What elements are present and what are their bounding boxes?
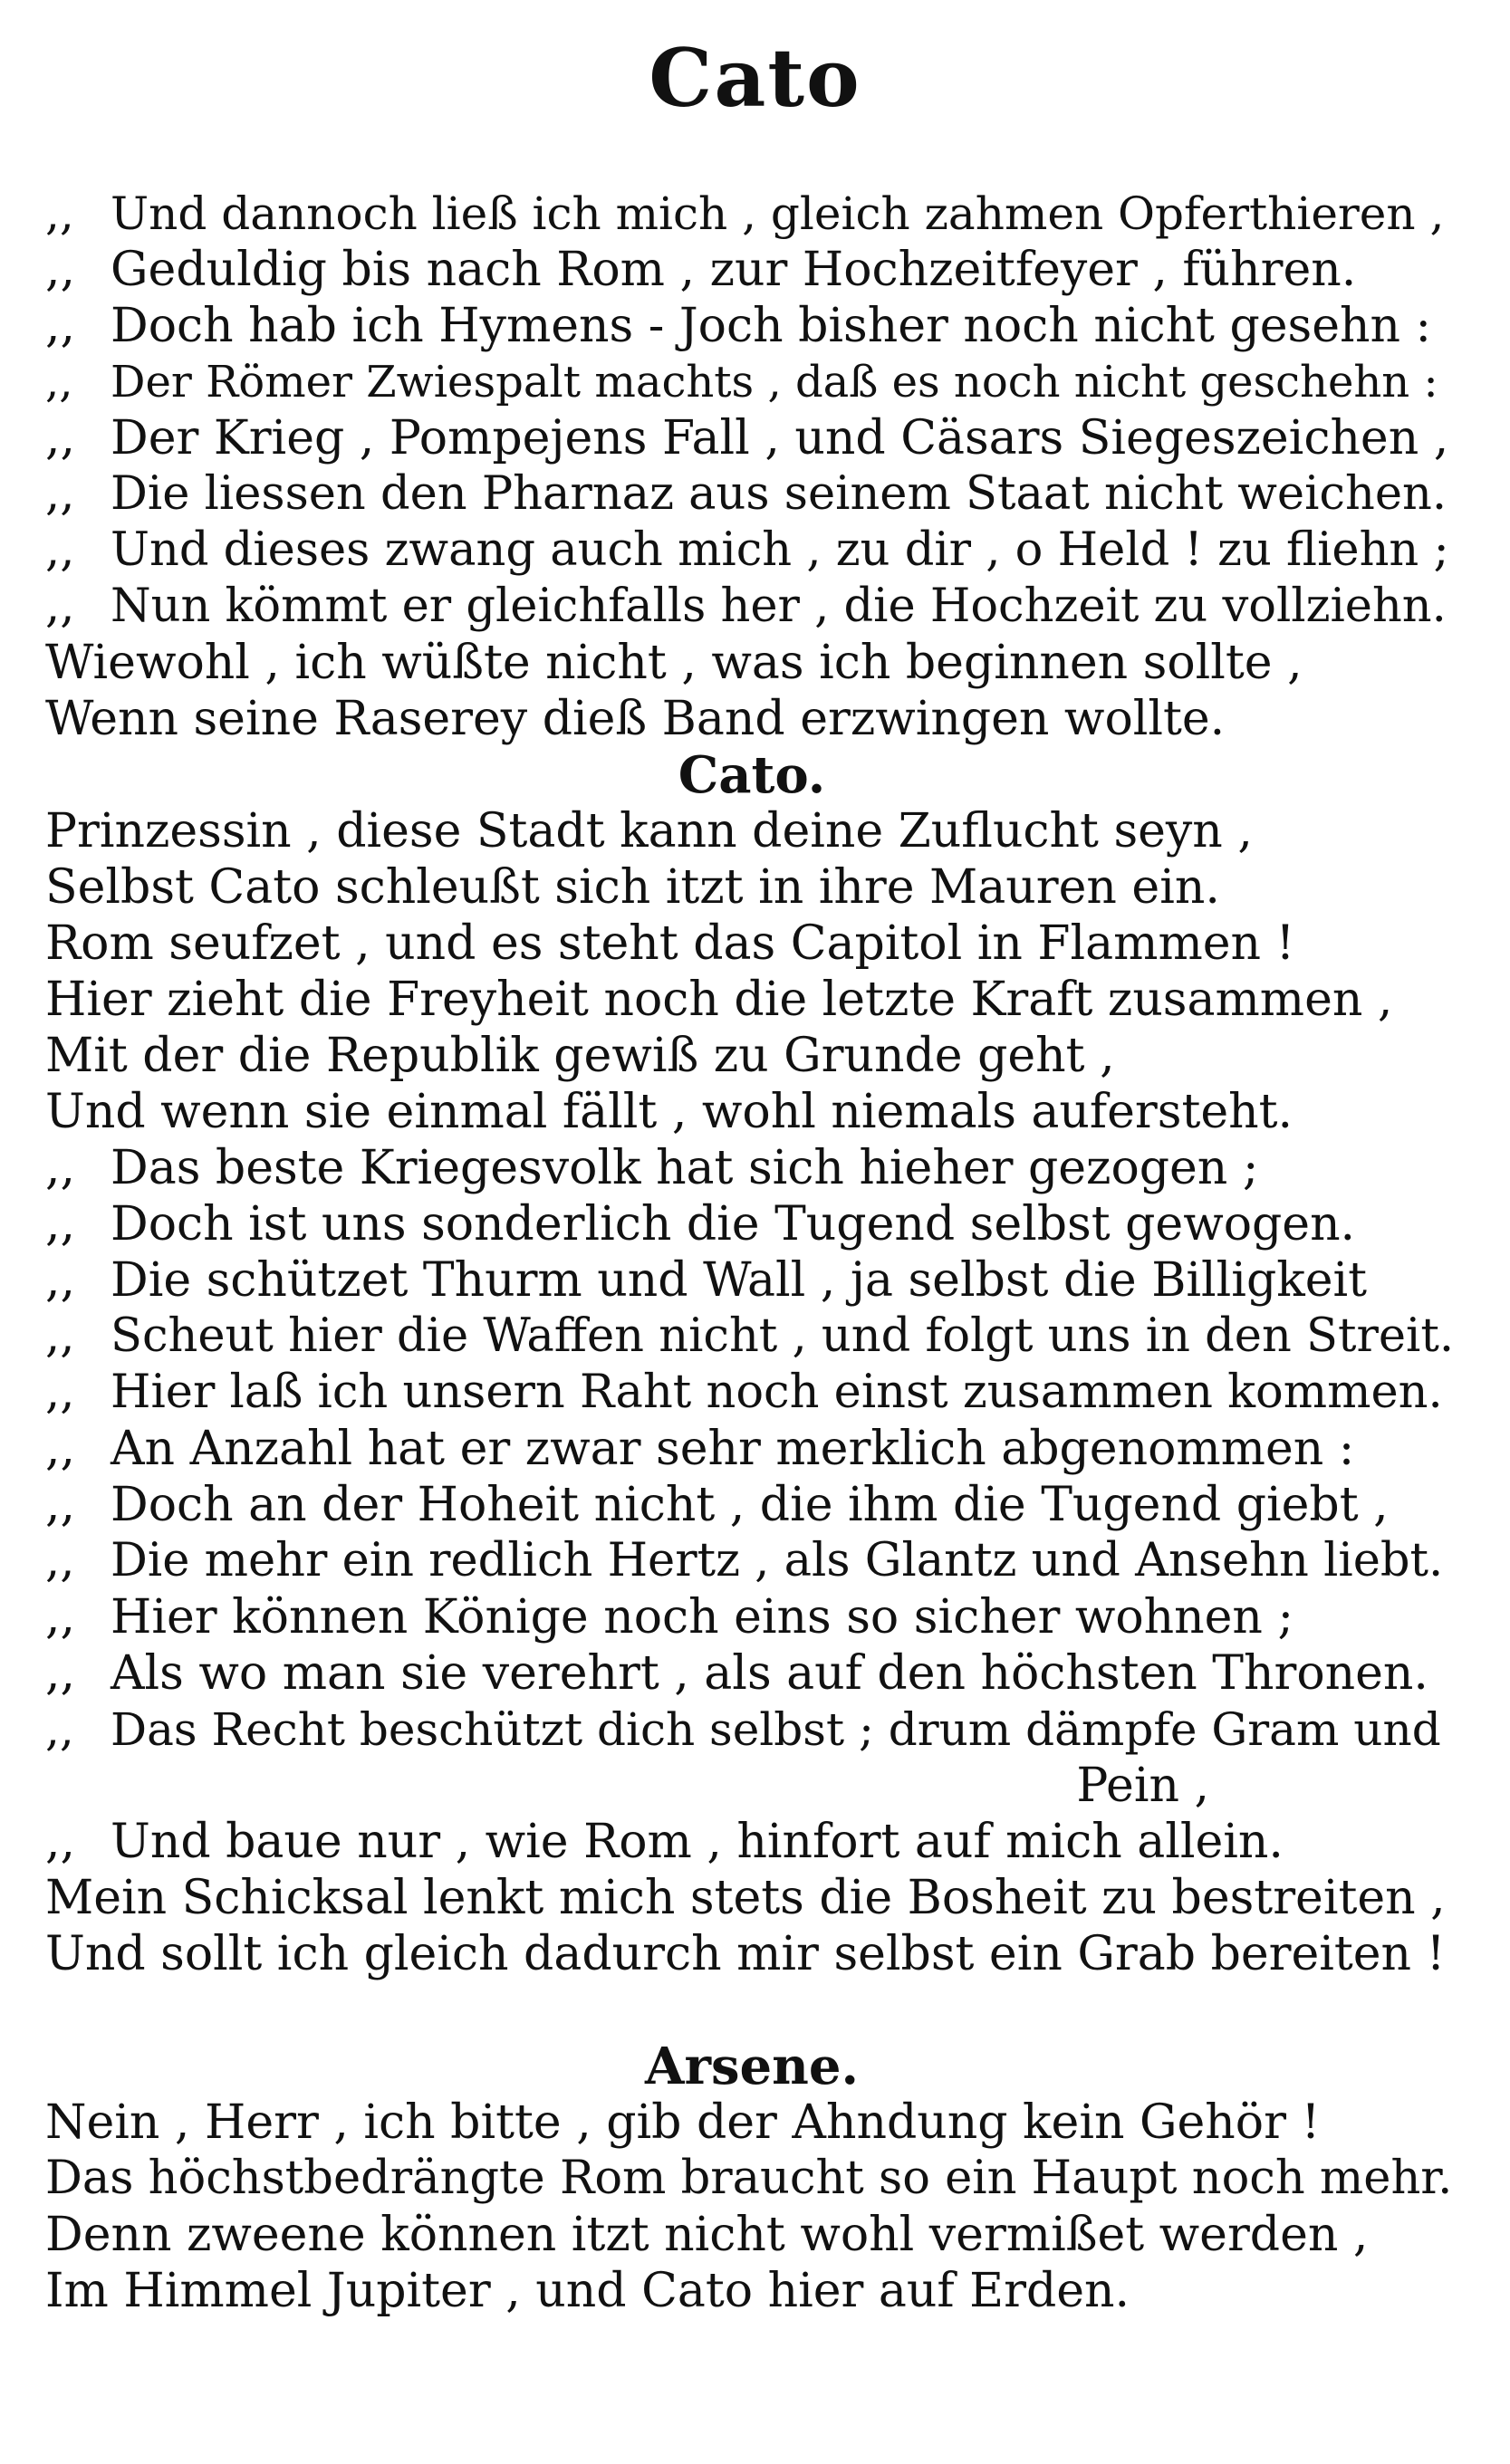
quotation-mark: ,, — [45, 299, 76, 353]
verse-line — [45, 859, 1458, 916]
verse-text: Selbst Cato schleußt sich itzt in ihre Mauren ein. — [45, 860, 1220, 915]
verse-text: Der Römer Zwiespalt machts , daß es noch nicht geschehn : — [111, 357, 1438, 407]
verse-text: Und baue nur , wie Rom , hinfort auf mich allein. — [111, 1815, 1284, 1869]
verse-text: Mein Schicksal lenkt mich stets die Bosheit zu bestreiten , — [45, 1871, 1446, 1925]
verse-line — [45, 410, 1458, 466]
verse-text: Doch ist uns sonderlich die Tugend selbst gewogen. — [111, 1197, 1356, 1251]
verse-line — [45, 242, 1458, 298]
verse-line — [45, 691, 1458, 747]
quotation-mark: ,, — [45, 1366, 75, 1419]
quotation-mark: ,, — [45, 1646, 76, 1701]
verse-text: Mit der die Republik gewiß zu Grunde geht , — [45, 1029, 1115, 1083]
verse-line — [45, 1926, 1458, 1982]
quotation-mark: ,, — [45, 411, 76, 465]
verse-runover: Pein , — [1076, 1759, 1209, 1813]
verse-line — [45, 2207, 1458, 2263]
verse-line — [45, 1196, 1458, 1252]
verse-text: Das Recht beschützt dich selbst ; drum dämpfe Gram und — [111, 1703, 1441, 1756]
verse-text: Doch hab ich Hymens - Joch bisher noch nicht gesehn : — [111, 299, 1432, 353]
speaker-name: Cato. — [678, 745, 826, 805]
verse-text: Und dieses zwang auch mich , zu dir , o Held ! zu fliehn ; — [111, 523, 1449, 577]
quotation-mark: ,, — [45, 1141, 76, 1195]
verse-line — [45, 523, 1458, 579]
verse-line — [45, 1084, 1458, 1140]
verse-line — [45, 1645, 1458, 1702]
verse-text: Scheut hier die Waffen nicht , und folgt uns in den Streit. — [111, 1309, 1455, 1363]
quotation-mark: ,, — [45, 1478, 76, 1532]
verse-line — [45, 1140, 1458, 1196]
verse-text: Das höchstbedrängte Rom braucht so ein Haupt noch mehr. — [45, 2152, 1453, 2205]
quotation-mark: ,, — [45, 1703, 74, 1756]
quotation-mark: ,, — [45, 1590, 76, 1644]
verse-text: Geduldig bis nach Rom , zur Hochzeitfeyer , führen. — [111, 243, 1357, 297]
verse-line — [45, 466, 1458, 523]
verse-line — [45, 186, 1458, 242]
speaker-name: Arsene. — [645, 2037, 859, 2096]
quotation-mark: ,, — [45, 1815, 76, 1869]
verse-line — [45, 298, 1458, 354]
verse-text: Und wenn sie einmal fällt , wohl niemals aufersteht. — [45, 1085, 1294, 1139]
verse-line — [45, 1814, 1458, 1870]
verse-text: An Anzahl hat er zwar sehr merklich abgenommen : — [111, 1422, 1355, 1476]
verse-line — [45, 1870, 1458, 1926]
verse-text: Wiewohl , ich wüßte nicht , was ich beginnen sollte , — [45, 636, 1303, 690]
verse-text: Hier zieht die Freyheit noch die letzte Kraft zusammen , — [45, 973, 1393, 1027]
verse-text: Prinzessin , diese Stadt kann deine Zuflucht seyn , — [45, 804, 1253, 858]
verse-line — [45, 1028, 1458, 1084]
verse-text: Der Krieg , Pompejens Fall , und Cäsars Siegeszeichen , — [111, 411, 1449, 465]
verse-line — [45, 354, 1458, 410]
verse-line — [45, 972, 1458, 1028]
verse-line — [45, 1702, 1458, 1758]
verse-text: Denn zweene können itzt nicht wohl vermißet werden , — [45, 2208, 1369, 2262]
verse-line — [45, 916, 1458, 972]
verse-text: Die schützet Thurm und Wall , ja selbst die Billigkeit — [111, 1253, 1368, 1308]
quotation-mark: ,, — [45, 187, 74, 240]
verse-text: Als wo man sie verehrt , als auf den höchsten Thronen. — [111, 1646, 1428, 1701]
verse-body — [45, 186, 1458, 2319]
quotation-mark: ,, — [45, 1309, 75, 1363]
quotation-mark: ,, — [45, 1253, 76, 1308]
verse-text: Und sollt ich gleich dadurch mir selbst ein Grab bereiten ! — [45, 1927, 1446, 1981]
verse-text: Die mehr ein redlich Hertz , als Glantz und Ansehn liebt. — [111, 1534, 1444, 1587]
verse-text: Im Himmel Jupiter , und Cato hier auf Erden. — [45, 2264, 1130, 2318]
quotation-mark: ,, — [45, 467, 75, 521]
verse-line — [45, 1365, 1458, 1421]
quotation-mark: ,, — [45, 1534, 75, 1587]
quotation-mark: ,, — [45, 357, 73, 407]
verse-text: Und dannoch ließ ich mich , gleich zahmen Opferthieren , — [111, 187, 1445, 240]
verse-text: Hier laß ich unsern Raht noch einst zusammen kommen. — [111, 1366, 1443, 1419]
verse-text: Rom seufzet , und es steht das Capitol in Flammen ! — [45, 916, 1295, 971]
quotation-mark: ,, — [45, 523, 75, 577]
verse-text: Hier können Könige noch eins so sicher wohnen ; — [111, 1590, 1294, 1644]
verse-text: Doch an der Hoheit nicht , die ihm die Tugend giebt , — [111, 1478, 1389, 1532]
quotation-mark: ,, — [45, 1197, 76, 1251]
verse-line — [45, 1533, 1458, 1589]
quotation-mark: ,, — [45, 580, 75, 633]
verse-line — [45, 2151, 1458, 2207]
verse-line — [45, 1477, 1458, 1533]
verse-line — [45, 1589, 1458, 1645]
verse-line — [45, 1252, 1458, 1309]
verse-line — [45, 1309, 1458, 1365]
quotation-mark: ,, — [45, 1422, 76, 1476]
stanza-gap — [45, 1982, 1458, 2038]
verse-line — [45, 2263, 1458, 2319]
verse-line — [45, 2095, 1458, 2151]
verse-text: Nun kömmt er gleichfalls her , die Hochzeit zu vollziehn. — [111, 580, 1447, 633]
running-head: Cato — [649, 31, 861, 125]
verse-line — [45, 1421, 1458, 1477]
verse-text: Das beste Kriegesvolk hat sich hieher gezogen ; — [111, 1141, 1259, 1195]
quotation-mark: ,, — [45, 243, 76, 297]
verse-line — [45, 635, 1458, 691]
verse-line — [45, 579, 1458, 635]
verse-text: Wenn seine Raserey dieß Band erzwingen wollte. — [45, 692, 1226, 746]
verse-text: Die liessen den Pharnaz aus seinem Staat nicht weichen. — [111, 467, 1447, 521]
verse-text: Nein , Herr , ich bitte , gib der Ahndung kein Gehör ! — [45, 2095, 1321, 2150]
verse-line — [45, 803, 1458, 859]
